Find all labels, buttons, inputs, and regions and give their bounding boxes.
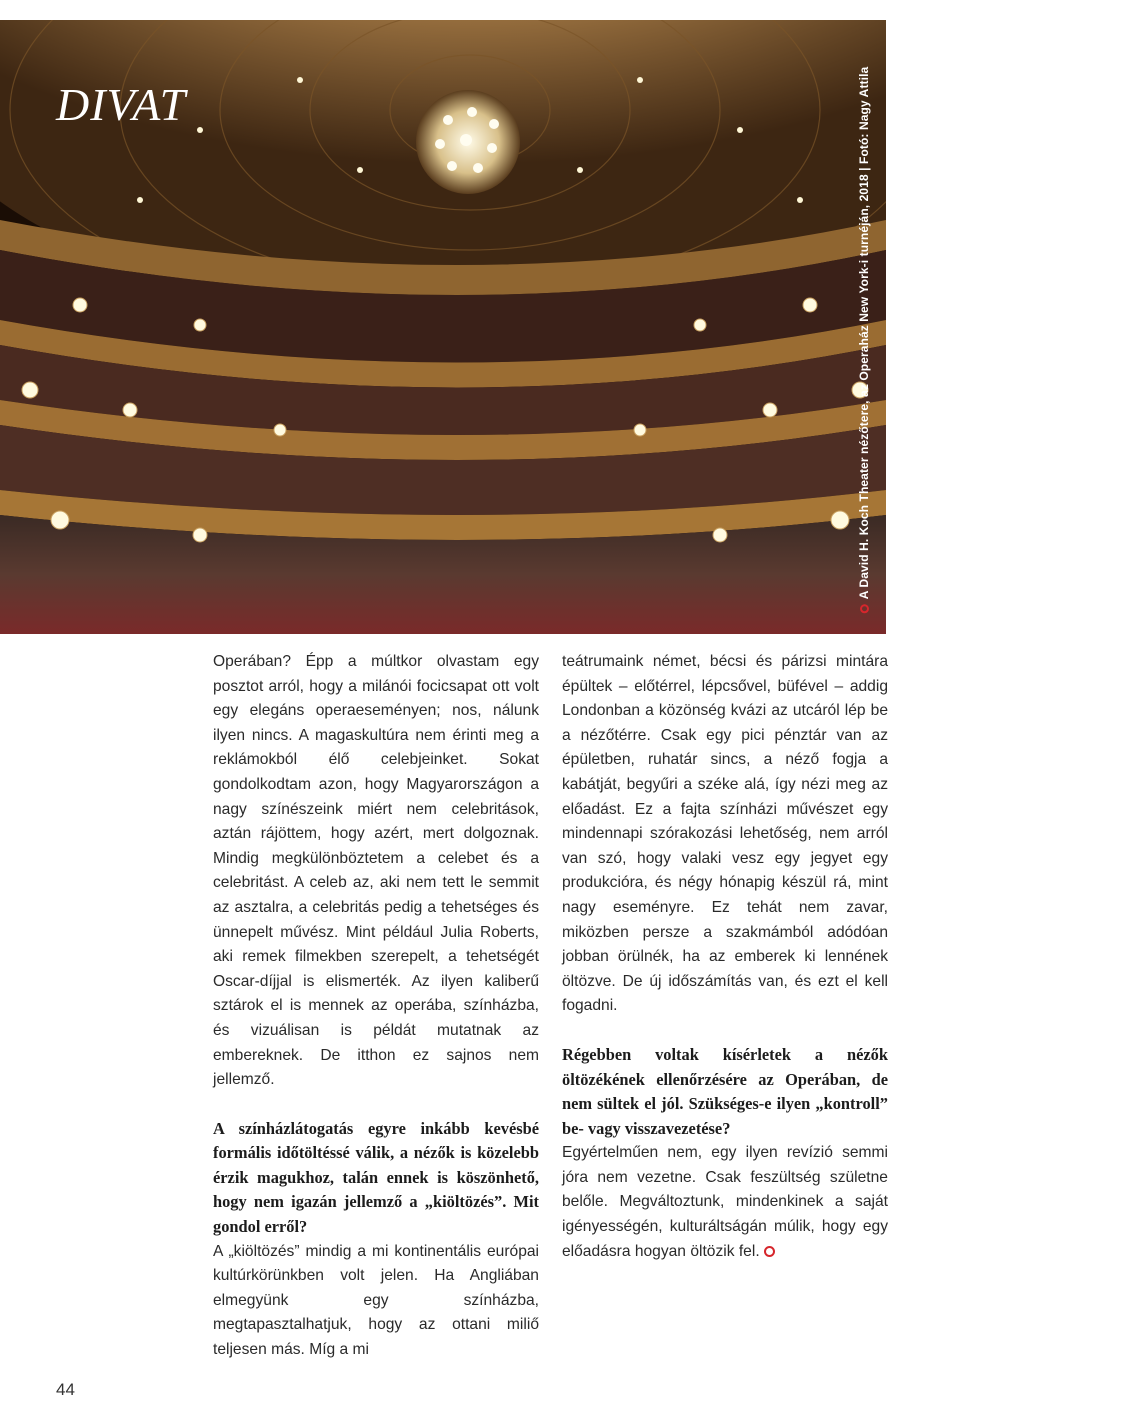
interview-question: A színházlátogatás egyre inkább kevésbé formális időtöltéssé válik, a nézők is közelebb érzik magukhoz, talán ennek is köszönhető, hogy nem igazán jellemző a „kiöltözés”. Mit gondol erről? [213,1118,539,1237]
interview-question: Régebben voltak kísérletek a nézők öltözékének ellenőrzésére az Operában, de nem sültek el jól. Szükséges-e ilyen „kontroll” be- vagy visszavezetése? [562,1044,888,1138]
article-column-left [213,650,539,1363]
section-title: DIVAT [56,79,187,130]
paragraph-text: Egyértelműen nem, egy ilyen revízió semmi jóra nem vezetne. Csak feszültség születne belőle. Megváltoztunk, mindenkinek a saját igényességén, kulturáltságán múlik, hogy egy előadásra hogyan öltözik fel. [562,1144,888,1260]
theater-photo [0,20,886,634]
photo-caption-area [846,40,882,634]
article-column-right [562,650,888,1264]
photo-caption-text: A David H. Koch Theater nézőtere, az Operaház New York-i turnéján, 2018 | Fotó: Nagy Attila [857,66,871,600]
end-mark-icon [764,1246,775,1257]
caption-ring-icon [860,604,869,613]
photo-caption [857,67,871,614]
closing-paragraph [562,1141,888,1264]
page-number: 44 [56,1380,75,1399]
paragraph: A „kiöltözés” mindig a mi kontinentális európai kultúrkörünkben volt jelen. Ha Angliában elmegyünk egy színházba, megtapasztalhatjuk, hogy az ottani miliő teljesen más. Míg a mi [213,1242,539,1359]
paragraph: Operában? Épp a múltkor olvastam egy posztot arról, hogy a milánói focicsapat ott volt egy elegáns operaeseményen; nos, nálunk ilyen nincs. A magaskultúra nem érinti meg a reklámokból élő celebjeinket. Sokat gondolkodtam azon, hogy Magyarországon a nagy színészeink miért nem celebritások, aztán rájöttem, hogy azért, mert dolgoznak. Mindig megkülönböztetem a celebet és a celebritást. A celeb az, aki nem tett le semmit az asztalra, a celebritás pedig a tehetséges és ünnepelt művész. Mint például Julia Roberts, aki remek filmekben szerepelt, a tehetségét Oscar-díjjal is elismerték. Az ilyen kaliberű sztárok el is mennek az operába, színházba, és vizuálisan is példát mutatnak az embereknek. De itthon ez sajnos nem jellemző. [213,653,539,1089]
paragraph: teátrumaink német, bécsi és párizsi mintára épültek – előtérrel, lépcsővel, büfével – addig Londonban a közönség kvázi az utcáról lép be a nézőtérre. Csak egy pici pénztár van az épületben, ruhatár sincs, a néző fogja a kabátját, begyűri a széke alá, így nézi meg az előadást. Ez a fajta színházi művészet egy mindennapi szórakozási lehetőség, nem arról van szó, hogy valaki vesz egy jegyet egy produkcióra, és négy hónapig készül rá, mint nagy eseményre. Ez tehát nem zavar, miközben persze a szakmámból adódóan jobban örülnék, ha az emberek ki lennének öltözve. De új időszámítás van, és ezt el kell fogadni. [562,653,888,1015]
